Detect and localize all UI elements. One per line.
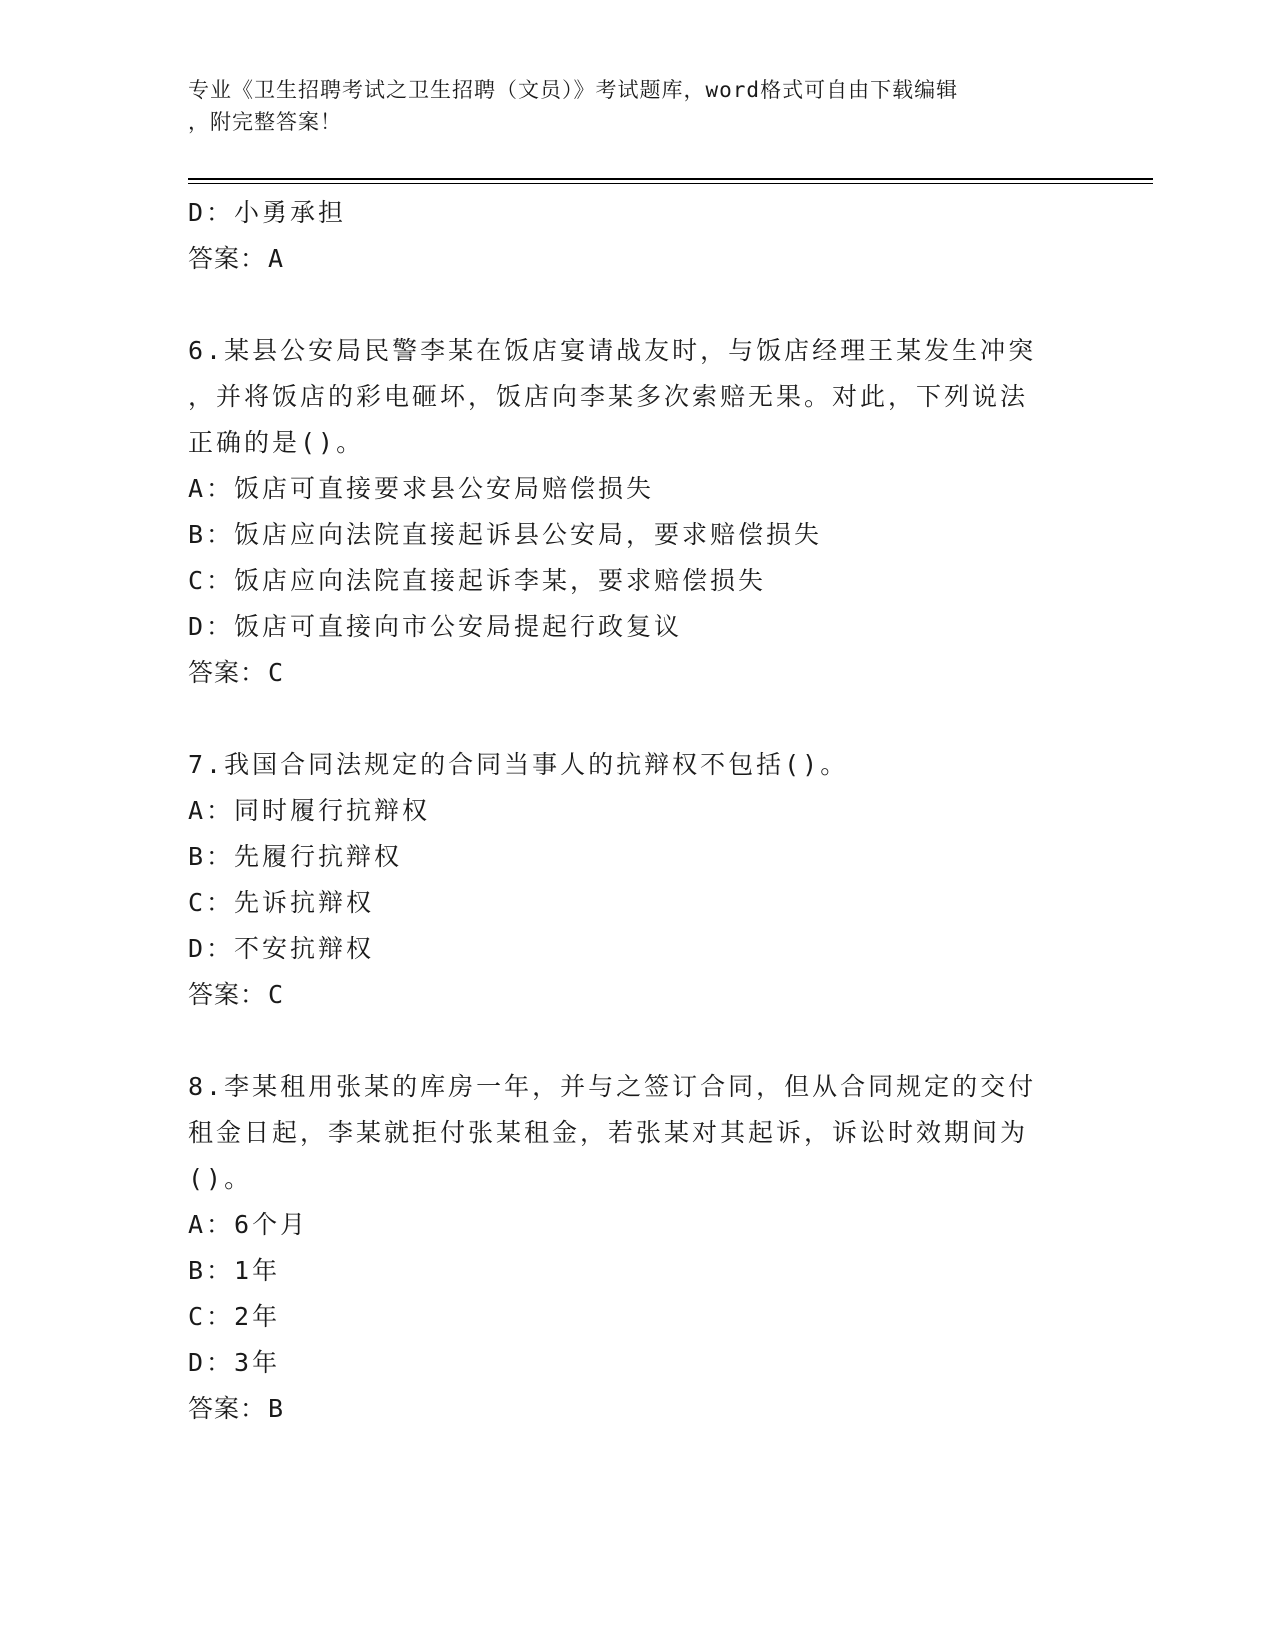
option-d: D：3年 bbox=[188, 1348, 281, 1377]
option-c: C：2年 bbox=[188, 1302, 281, 1331]
question-text-line: 租金日起，李某就拒付张某租金，若张某对其起诉，诉讼时效期间为 bbox=[188, 1118, 1029, 1147]
answer-label: 答案： bbox=[188, 658, 267, 687]
answer-line bbox=[188, 650, 1068, 696]
header-rule-thick bbox=[188, 178, 1153, 180]
header-line-2: ，附完整答案！ bbox=[188, 110, 342, 134]
header-rule-thin bbox=[188, 183, 1153, 184]
question-text-line: 6.某县公安局民警李某在饭店宴请战友时，与饭店经理王某发生冲突 bbox=[188, 336, 1037, 365]
answer-line bbox=[188, 1386, 1068, 1432]
answer-value: C bbox=[268, 980, 285, 1009]
answer-label: 答案： bbox=[188, 1394, 267, 1423]
question-text-line: 正确的是()。 bbox=[188, 428, 365, 457]
spacer bbox=[188, 282, 1068, 328]
option-c: C：饭店应向法院直接起诉李某，要求赔偿损失 bbox=[188, 566, 767, 595]
question-text-line: ，并将饭店的彩电砸坏，饭店向李某多次索赔无果。对此，下列说法 bbox=[188, 382, 1029, 411]
option-c: C：先诉抗辩权 bbox=[188, 888, 375, 917]
answer-value: C bbox=[268, 658, 285, 687]
question-text-line: 8.李某租用张某的库房一年，并与之签订合同，但从合同规定的交付 bbox=[188, 1072, 1037, 1101]
answer-label: 答案： bbox=[188, 980, 267, 1009]
answer-value: B bbox=[268, 1394, 285, 1423]
spacer bbox=[188, 1018, 1068, 1064]
option-d: D：不安抗辩权 bbox=[188, 934, 375, 963]
option-b: B：饭店应向法院直接起诉县公安局，要求赔偿损失 bbox=[188, 520, 823, 549]
prev-question-tail bbox=[188, 190, 1068, 282]
question-8 bbox=[188, 1064, 1068, 1432]
option-a: A：6个月 bbox=[188, 1210, 309, 1239]
question-7 bbox=[188, 742, 1068, 1018]
option-d: D：饭店可直接向市公安局提起行政复议 bbox=[188, 612, 683, 641]
spacer bbox=[188, 696, 1068, 742]
question-text-line: ()。 bbox=[188, 1164, 253, 1193]
option-b: B：先履行抗辩权 bbox=[188, 842, 403, 871]
answer-value: A bbox=[268, 244, 285, 273]
document-body bbox=[188, 190, 1068, 1432]
header-line-1: 专业《卫生招聘考试之卫生招聘（文员）》考试题库，word格式可自由下载编辑 bbox=[188, 78, 959, 102]
option-b: B：1年 bbox=[188, 1256, 281, 1285]
question-6 bbox=[188, 328, 1068, 696]
option-a: A：同时履行抗辩权 bbox=[188, 796, 431, 825]
answer-line bbox=[188, 972, 1068, 1018]
answer-line bbox=[188, 236, 1068, 282]
page-header bbox=[188, 74, 1088, 138]
answer-label: 答案： bbox=[188, 244, 267, 273]
option-d: D：小勇承担 bbox=[188, 198, 347, 227]
option-a: A：饭店可直接要求县公安局赔偿损失 bbox=[188, 474, 655, 503]
question-text-line: 7.我国合同法规定的合同当事人的抗辩权不包括()。 bbox=[188, 750, 849, 779]
